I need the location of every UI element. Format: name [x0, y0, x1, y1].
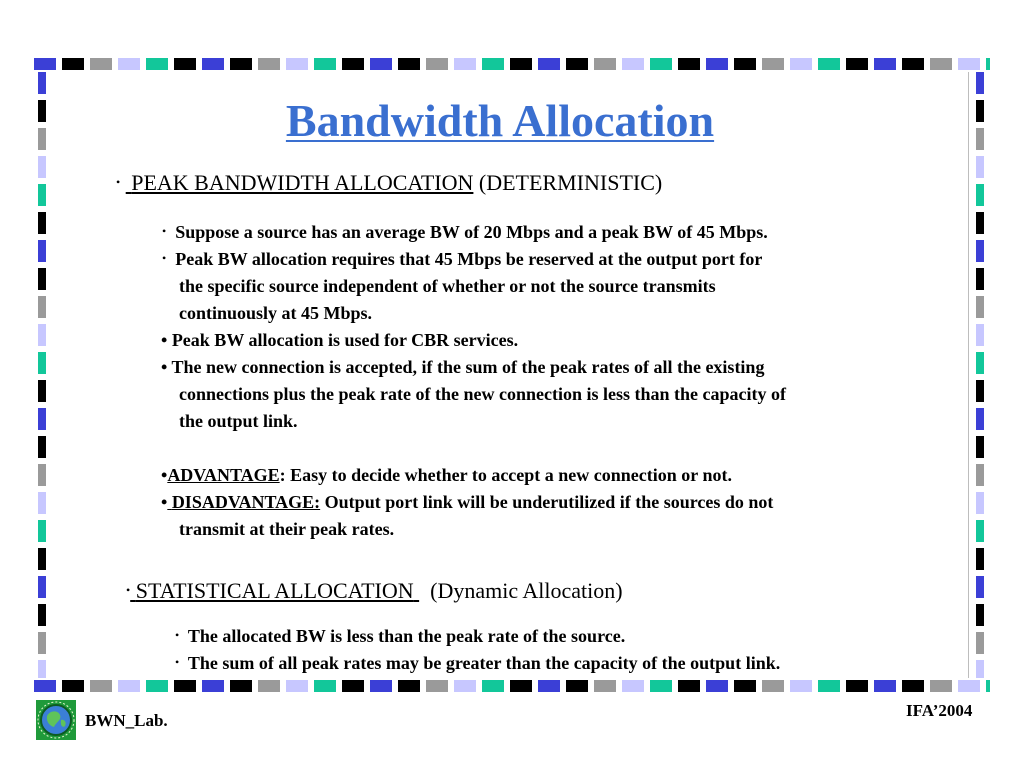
- statistical-heading: [126, 578, 623, 604]
- bullet: •: [116, 175, 121, 190]
- peak-heading-suffix: (DETERMINISTIC): [478, 170, 663, 195]
- bullet: •: [161, 357, 168, 377]
- disadvantage-line: [161, 492, 773, 513]
- advantage-label: ADVANTAGE: [167, 465, 280, 485]
- bullet: •: [162, 224, 167, 239]
- peak-item-2-cont2: [179, 303, 372, 324]
- peak-item-4-cont: [179, 384, 786, 405]
- bullet: •: [162, 251, 167, 266]
- statistical-item-text: The sum of all peak rates may be greater than the capacity of the output link.: [187, 653, 781, 673]
- conference-tag: IFA’2004: [906, 701, 973, 720]
- advantage-text: : Easy to decide whether to accept a new connection or not.: [279, 465, 732, 485]
- bullet: •: [161, 465, 168, 485]
- bullet: •: [175, 655, 180, 670]
- bottom-border-bar: [34, 680, 990, 692]
- disadvantage-label: DISADVANTAGE:: [171, 492, 321, 512]
- statistical-item-text: The allocated BW is less than the peak rate of the source.: [187, 626, 626, 646]
- peak-item-text: continuously at 45 Mbps.: [179, 303, 373, 323]
- peak-item-2: [162, 249, 762, 270]
- peak-item-text: Peak BW allocation is used for CBR services.: [171, 330, 519, 350]
- bullet: •: [161, 330, 168, 350]
- peak-item-text: the output link.: [179, 411, 298, 431]
- peak-heading-label: PEAK BANDWIDTH ALLOCATION: [131, 170, 474, 195]
- inner-frame-line: [968, 72, 969, 678]
- peak-item-text: The new connection is accepted, if the sum of the peak rates of all the existing: [171, 357, 765, 377]
- peak-item-text: connections plus the peak rate of the new connection is less than the capacity of: [179, 384, 786, 404]
- peak-item-3: [161, 330, 518, 351]
- bwn-lab-logo: [36, 700, 76, 740]
- peak-item-2-cont: [179, 276, 716, 297]
- statistical-item-1: [175, 626, 625, 647]
- top-border-bar: [34, 58, 990, 70]
- right-border-bar: [976, 72, 984, 678]
- peak-heading: [116, 170, 662, 196]
- bullet: •: [161, 492, 168, 512]
- peak-item-1: [162, 222, 768, 243]
- lab-name: BWN_Lab.: [85, 711, 168, 730]
- statistical-item-2: [175, 653, 780, 674]
- peak-item-4-cont2: [179, 411, 298, 432]
- advantage-line: [161, 465, 732, 486]
- disadvantage-cont: [179, 519, 394, 540]
- statistical-heading-suffix: (Dynamic Allocation): [430, 578, 623, 603]
- bullet: •: [175, 628, 180, 643]
- disadvantage-text: Output port link will be underutilized if the sources do not: [320, 492, 774, 512]
- slide-title: Bandwidth Allocation: [285, 95, 715, 146]
- bullet: •: [126, 583, 131, 598]
- peak-item-text: Peak BW allocation requires that 45 Mbps be reserved at the output port for: [175, 249, 763, 269]
- statistical-heading-label: STATISTICAL ALLOCATION: [135, 578, 414, 603]
- peak-item-4: [161, 357, 764, 378]
- peak-item-text: the specific source independent of whether or not the source transmits: [179, 276, 716, 296]
- peak-item-text: Suppose a source has an average BW of 20 Mbps and a peak BW of 45 Mbps.: [175, 222, 768, 242]
- disadvantage-cont-text: transmit at their peak rates.: [179, 519, 395, 539]
- left-border-bar: [38, 72, 46, 678]
